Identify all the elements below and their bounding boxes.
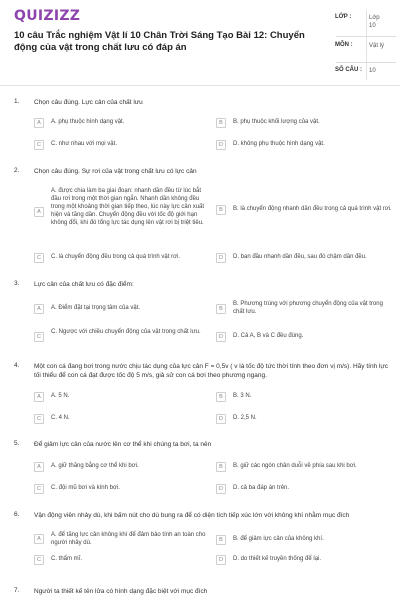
option-letter-box: D bbox=[216, 484, 226, 494]
option-letter-box: A bbox=[34, 118, 44, 128]
option-d[interactable] bbox=[216, 332, 394, 342]
question-number: 3. bbox=[14, 280, 20, 287]
option-b[interactable] bbox=[216, 205, 394, 215]
option-text: B. Phương trùng với phương chuyển động của vật trong chất lưu. bbox=[233, 301, 383, 315]
option-a[interactable] bbox=[34, 118, 212, 128]
option-text: B. phụ thuộc khối lượng của vật. bbox=[233, 119, 320, 125]
meta-separator bbox=[336, 62, 396, 63]
option-c[interactable] bbox=[34, 140, 212, 150]
question-text: Người ta thiết kế tên lửa có hình dạng đặc biệt với mục đích bbox=[34, 588, 208, 595]
option-letter-box: C bbox=[34, 414, 44, 424]
option-text: D. không phụ thuộc hình dạng vật. bbox=[233, 141, 325, 147]
question-text: Để giảm lực cản của nước lên cơ thể khi chúng ta bơi, ta nên bbox=[34, 441, 212, 448]
option-letter-box: B bbox=[216, 535, 226, 545]
option-letter-box: A bbox=[34, 207, 44, 217]
option-b[interactable] bbox=[216, 300, 394, 316]
page-title: 10 câu Trắc nghiệm Vật lí 10 Chân Trời Sáng Tạo Bài 12: Chuyển động của vật trong chất lưu có đáp án bbox=[14, 30, 305, 53]
option-text: B. 3 N. bbox=[233, 393, 252, 399]
option-d[interactable] bbox=[216, 555, 394, 565]
option-text: C. 4 N. bbox=[51, 415, 70, 421]
option-c[interactable] bbox=[34, 484, 212, 494]
option-text: A. phụ thuộc hình dạng vật. bbox=[51, 119, 125, 125]
question-text: Chọn câu đúng. Sự rơi của vật trong chất lưu có lực cản bbox=[34, 168, 197, 175]
question-number: 2. bbox=[14, 167, 20, 174]
option-text: A. 5 N. bbox=[51, 393, 70, 399]
option-letter-box: D bbox=[216, 555, 226, 565]
header-divider bbox=[0, 85, 400, 86]
meta-grade-label: LỚP : bbox=[335, 14, 352, 20]
option-a[interactable] bbox=[34, 531, 212, 547]
option-text: C. như nhau với mọi vật. bbox=[51, 141, 117, 147]
meta-count-label: SỐ CÂU : bbox=[335, 67, 362, 73]
option-b[interactable] bbox=[216, 462, 394, 472]
option-letter-box: B bbox=[216, 205, 226, 215]
option-letter-box: D bbox=[216, 253, 226, 263]
option-text: A. Điểm đặt tại trọng tâm của vật. bbox=[51, 305, 141, 311]
option-letter-box: A bbox=[34, 534, 44, 544]
option-d[interactable] bbox=[216, 253, 398, 263]
option-letter-box: A bbox=[34, 392, 44, 402]
option-text: B. để giảm lực cản của không khí. bbox=[233, 536, 324, 542]
option-b[interactable] bbox=[216, 392, 394, 402]
option-text: A. được chia làm ba giai đoạn: nhanh dần đều từ lúc bắt đầu rơi trong một thời gian ngắn. Nhanh dần không đều trong một khoảng thời gian tiếp theo, lúc này lực cản xuất hiện và tăng dần. Chuyển động đều với tốc độ giới hạn không đổi, khi đó tổng lực tác dụng lên vật rơi bị triệt tiêu. bbox=[51, 188, 205, 226]
question-number: 1. bbox=[14, 98, 20, 105]
option-a[interactable] bbox=[34, 304, 212, 314]
question-number: 5. bbox=[14, 440, 20, 447]
option-letter-box: A bbox=[34, 304, 44, 314]
question-text: Một con cá đang bơi trong nước chịu tác dụng của lực cản F = 0,5v ( v là tốc độ tức thời tính theo đơn vị m/s). Hãy tính lực tối thiểu để con cá đạt được tốc độ 5 m/s, giả sử con cá bơi theo phương ngang. bbox=[34, 363, 389, 379]
option-text: A. giữ thăng bằng cơ thể khi bơi. bbox=[51, 463, 139, 469]
option-letter-box: C bbox=[34, 332, 44, 342]
option-letter-box: B bbox=[216, 304, 226, 314]
meta-count-value: 10 bbox=[369, 68, 376, 74]
option-c[interactable] bbox=[34, 253, 212, 263]
option-letter-box: D bbox=[216, 332, 226, 342]
option-text: B. giữ các ngón chân duỗi về phía sau khi bơi. bbox=[233, 463, 357, 469]
option-a[interactable] bbox=[34, 187, 212, 227]
option-d[interactable] bbox=[216, 484, 394, 494]
meta-subject-label: MÔN : bbox=[335, 42, 353, 48]
option-letter-box: C bbox=[34, 140, 44, 150]
option-text: D. do thiết kế truyền thống để lại. bbox=[233, 556, 322, 562]
option-c[interactable] bbox=[34, 328, 212, 342]
option-letter-box: D bbox=[216, 140, 226, 150]
option-c[interactable] bbox=[34, 555, 212, 565]
option-text: C. thẩm mĩ. bbox=[51, 556, 83, 562]
question-number: 6. bbox=[14, 511, 20, 518]
question-text: Chọn câu đúng. Lực cản của chất lưu bbox=[34, 99, 143, 106]
worksheet-header bbox=[0, 0, 400, 86]
question-number: 7. bbox=[14, 587, 20, 594]
option-text: C. Ngược với chiều chuyển động của vật trong chất lưu. bbox=[51, 329, 201, 335]
option-letter-box: C bbox=[34, 253, 44, 263]
meta-subject-value: Vật lý bbox=[369, 43, 385, 49]
option-c[interactable] bbox=[34, 414, 212, 424]
option-text: A. để tăng lực cản không khí để đảm bảo tính an toàn cho người nhảy dù. bbox=[51, 532, 206, 546]
question-number: 4. bbox=[14, 362, 20, 369]
option-d[interactable] bbox=[216, 140, 394, 150]
option-text: D. cả ba đáp án trên. bbox=[233, 485, 290, 491]
option-d[interactable] bbox=[216, 414, 394, 424]
option-b[interactable] bbox=[216, 535, 394, 545]
option-letter-box: C bbox=[34, 555, 44, 565]
option-text: C. đội mũ bơi và kính bơi. bbox=[51, 485, 120, 491]
option-letter-box: D bbox=[216, 414, 226, 424]
option-letter-box: B bbox=[216, 392, 226, 402]
option-b[interactable] bbox=[216, 118, 394, 128]
option-letter-box: B bbox=[216, 462, 226, 472]
option-letter-box: B bbox=[216, 118, 226, 128]
meta-separator bbox=[336, 36, 396, 37]
option-text: C. là chuyển động đều trong cả quá trình vật rơi. bbox=[51, 254, 181, 260]
option-letter-box: C bbox=[34, 484, 44, 494]
option-text: B. là chuyển động nhanh dần đều trong cả quá trình vật rơi. bbox=[233, 206, 392, 212]
quizizz-logo: QUIZIZZ bbox=[14, 8, 81, 24]
meta-divider bbox=[366, 10, 367, 80]
option-text: D. Cả A, B và C đều đúng. bbox=[233, 333, 304, 339]
option-a[interactable] bbox=[34, 462, 212, 472]
option-text: D. ban đầu nhanh dần đều, sau đó chậm dần đều. bbox=[233, 254, 367, 260]
option-text: D. 2,5 N. bbox=[233, 415, 257, 421]
option-a[interactable] bbox=[34, 392, 212, 402]
option-letter-box: A bbox=[34, 462, 44, 472]
question-text: Vận động viên nhảy dù, khi bấm nút cho dù bung ra để có diện tích tiếp xúc lớn với không khí nhằm mục đích bbox=[34, 512, 350, 519]
question-text: Lực cản của chất lưu có đặc điểm: bbox=[34, 281, 134, 288]
meta-grade-value: Lớp 10 bbox=[369, 15, 380, 29]
